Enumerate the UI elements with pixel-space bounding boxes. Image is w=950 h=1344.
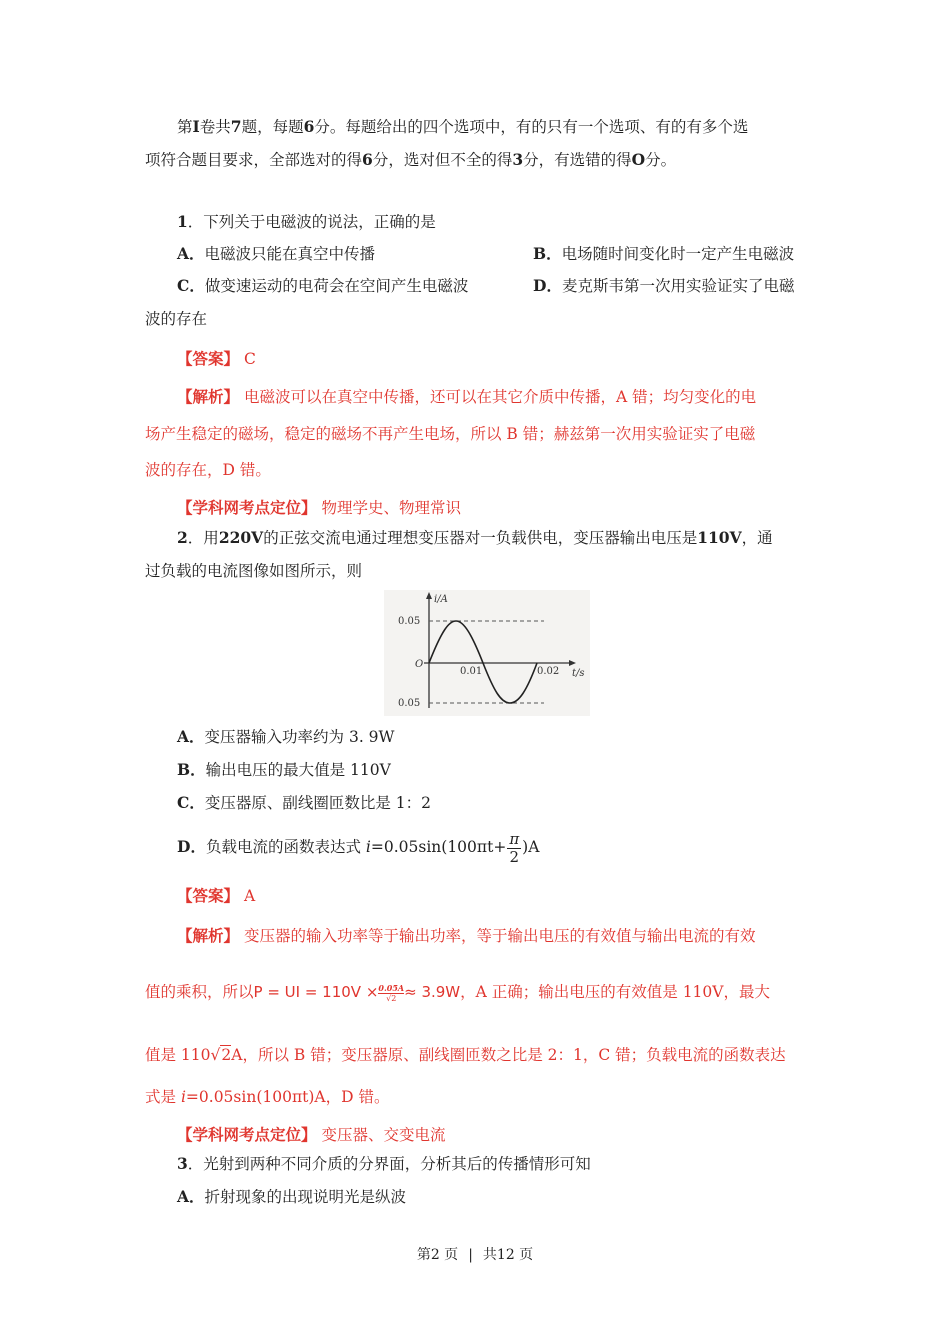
q2-analysis-line-1: 【解析】 变压器的输入功率等于输出功率，等于输出电压的有效值与输出电流的有效	[177, 926, 756, 945]
current-time-graph	[384, 590, 590, 716]
q1-option-d: D．麦克斯韦第一次用实验证实了电磁	[533, 276, 795, 295]
q2-analysis-line-2: 值的乘积，所以P = UI = 110V × $\frac{0.05A}{√2}$ ≈ 3.9W，A 正确；输出电压的有效值是 110V，最大	[145, 982, 770, 1003]
q3-option-a: A．折射现象的出现说明光是纵波	[177, 1187, 407, 1206]
q1-answer: 【答案】 C	[177, 349, 256, 368]
q1-analysis-line-2: 场产生稳定的磁场，稳定的磁场不再产生电场，所以 B 错；赫兹第一次用实验证实了电磁	[145, 425, 756, 443]
intro-line-1: 第I卷共7题，每题6分。每题给出的四个选项中，有的只有一个选项、有的有多个选	[177, 117, 749, 136]
pi-over-2-fraction: $\frac{\pi}{2}$	[509, 829, 520, 866]
y-tick-bottom: 0.05	[398, 698, 421, 709]
q2-stem-line-1: 2．用220V的正弦交流电通过理想变压器对一负载供电，变压器输出电压是110V，通	[177, 528, 773, 547]
page-number: 第2 页	[416, 1247, 459, 1263]
x-tick-2: 0.02	[537, 666, 560, 677]
y-tick-top: 0.05	[398, 616, 421, 627]
current-fraction: $\frac{0.05A}{√2}$	[378, 982, 405, 1003]
page-total: 共12 页	[482, 1247, 534, 1263]
q1-option-d-continued: 波的存在	[145, 310, 208, 328]
current-sine-curve	[429, 621, 537, 703]
q2-option-d: D．负载电流的函数表达式 i=0.05sin(100πt+ $\frac{\pi}{2}$ )A	[177, 829, 540, 866]
q1-option-c: C．做变速运动的电荷会在空间产生电磁波	[177, 276, 469, 295]
q2-analysis-line-4: 式是 i=0.05sin(100πt)A，D 错。	[145, 1088, 390, 1106]
q2-answer: 【答案】 A	[177, 886, 256, 905]
q2-knowledge-point: 【学科网考点定位】 变压器、交变电流	[177, 1125, 446, 1144]
q2-stem-line-2: 过负载的电流图像如图所示，则	[145, 562, 363, 580]
intro-line-2: 项符合题目要求，全部选对的得6分，选对但不全的得3分，有选错的得O分。	[145, 150, 677, 169]
q1-stem: 1．下列关于电磁波的说法，正确的是	[177, 212, 436, 231]
y-axis-label: i/A	[434, 594, 448, 605]
q2-option-b: B．输出电压的最大值是 110V	[177, 760, 391, 779]
q2-option-c: C．变压器原、副线圈匝数比是 1：2	[177, 793, 431, 812]
x-axis-label: t/s	[572, 668, 585, 679]
q1-option-a: A．电磁波只能在真空中传播	[177, 244, 376, 263]
q1-analysis-line-3: 波的存在，D 错。	[145, 461, 271, 479]
origin-label: O	[415, 659, 424, 670]
q2-option-a: A．变压器输入功率约为 3. 9W	[177, 727, 395, 746]
q1-analysis-line-1: 【解析】 电磁波可以在真空中传播，还可以在其它介质中传播，A 错；均匀变化的电	[177, 387, 757, 406]
page-footer: 第2 页 | 共12 页	[416, 1247, 534, 1263]
q3-stem: 3．光射到两种不同介质的分界面，分析其后的传播情形可知	[177, 1154, 591, 1173]
q1-option-b: B．电场随时间变化时一定产生电磁波	[533, 244, 795, 263]
q1-knowledge-point: 【学科网考点定位】 物理学史、物理常识	[177, 498, 461, 517]
x-tick-1: 0.01	[460, 666, 483, 677]
y-axis-arrow	[426, 592, 432, 599]
x-axis-arrow	[569, 660, 576, 666]
q2-analysis-line-3: 值是 110√2A，所以 B 错；变压器原、副线圈匝数之比是 2：1，C 错；负载电流的函数表达	[145, 1046, 786, 1064]
power-formula: P = UI = 110V ×	[253, 983, 379, 1001]
